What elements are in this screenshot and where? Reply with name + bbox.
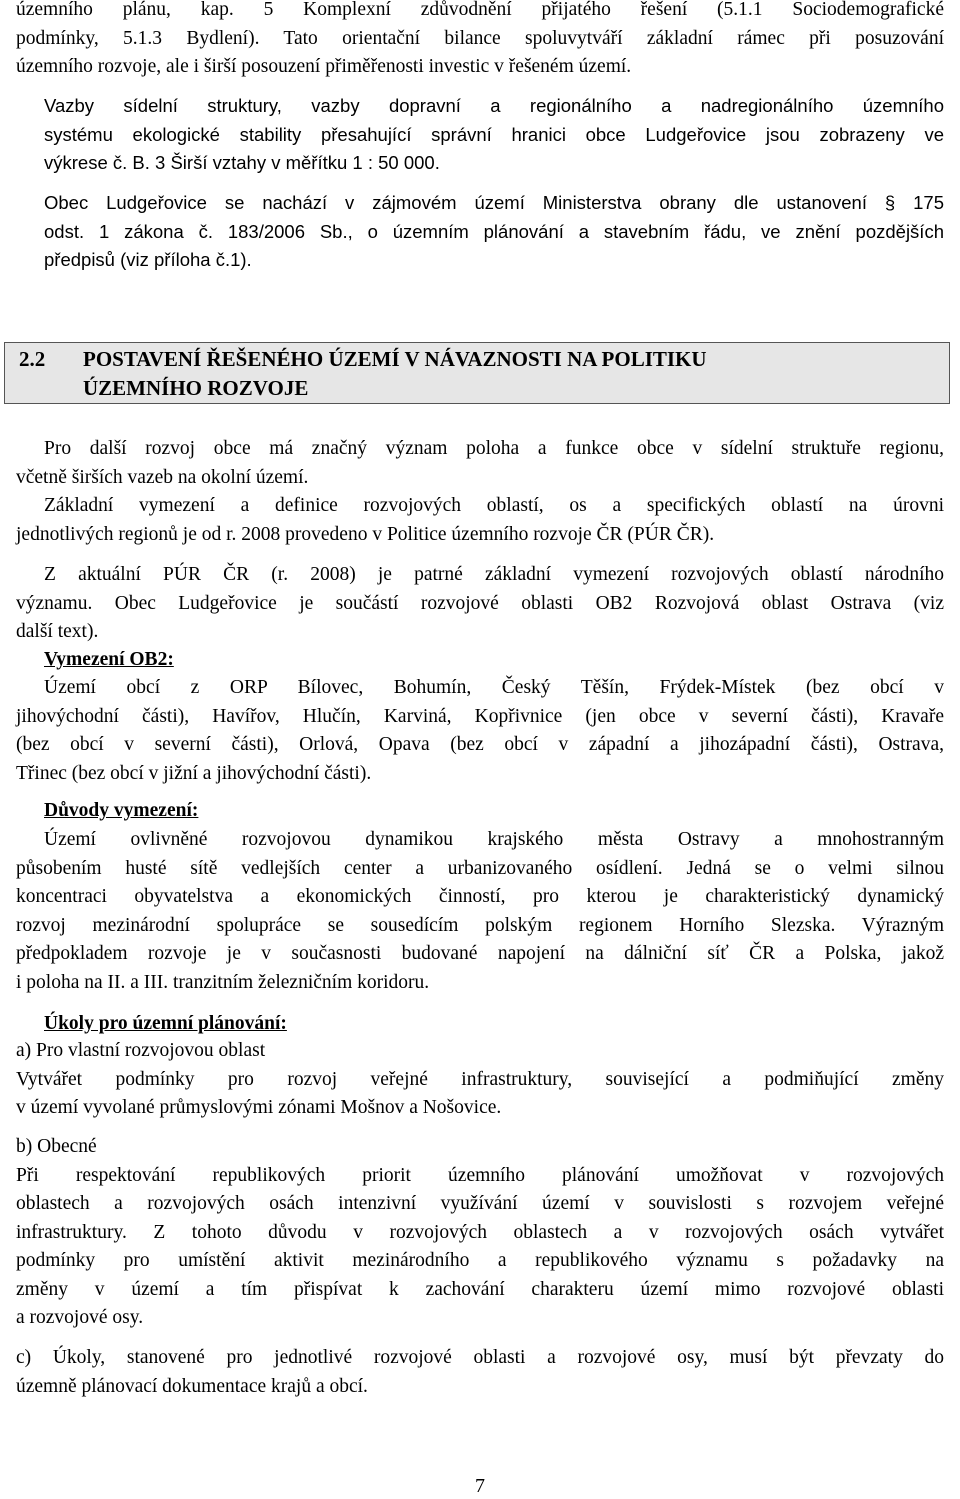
pur-paragraph [44, 561, 944, 590]
text-line: významu. Obec Ludgeřovice je součástí rozvojové oblasti OB2 Rozvojová oblast Ostrava (viz [16, 592, 944, 614]
section-number: 2.2 [19, 347, 46, 371]
text-line: (bez obcí v severní části), Orlová, Opava (bez obcí v západní a jihozápadní části), Ostrava, [16, 734, 944, 755]
text-line: oblastech a rozvojových osách intenzivní využívání území v souvislosti s rozvojem veřejné [16, 1193, 944, 1214]
text-line: územního rozvoje, ale i širší posouzení přiměřenosti investic v řešeném území. [16, 56, 632, 77]
text-line: další text). [16, 621, 99, 642]
text-line: Vazby sídelní struktury, vazby dopravní a regionálního a nadregionálního územního [44, 95, 944, 116]
vymezeni-continuation [16, 703, 944, 789]
text-line: výkrese č. B. 3 Širší vztahy v měřítku 1 : 50 000. [44, 152, 440, 173]
obrana-paragraph [44, 189, 944, 275]
text-line: změny v území a tím přispívat k zachování charakteru území mimo rozvojové oblasti [16, 1278, 944, 1300]
text-line: Vytvářet podmínky pro rozvoj veřejné infrastruktury, související a podmiňující změny [16, 1068, 944, 1090]
intro-paragraph [16, 0, 944, 82]
ukoly-c-paragraph [16, 1344, 944, 1401]
text-line: Základní vymezení a definice rozvojových oblastí, os a specifických oblastí na úrovni [44, 495, 944, 516]
text-line: systému ekologické stability přesahující správní hranici obce Ludgeřovice jsou zobrazeny ve [44, 123, 944, 145]
text-line: infrastruktury. Z tohoto důvodu v rozvojových oblastech a v rozvojových osách vytvářet [16, 1221, 944, 1243]
text-line: jihovýchodní části), Havířov, Hlučín, Karviná, Kopřivnice (jen obce v severní části), Kravaře [16, 705, 944, 727]
zakladni-vymezeni-continuation [16, 521, 944, 550]
text-line: v území vyvolané průmyslovými zónami Mošnov a Nošovice. [16, 1097, 502, 1118]
dalsi-rozvoj-continuation [16, 464, 944, 493]
text-line: Z aktuální PÚR ČR (r. 2008) je patrné základní vymezení rozvojových oblastí národního [44, 564, 944, 585]
dalsi-rozvoj-paragraph [44, 435, 944, 464]
text-line: Území obcí z ORP Bílovec, Bohumín, Český Těšín, Frýdek-Místek (bez obcí v [44, 677, 944, 698]
text-line: Třinec (bez obcí v jižní a jihovýchodní části). [16, 762, 372, 784]
text-line: Při respektování republikových priorit územního plánování umožňovat v rozvojových [16, 1164, 944, 1186]
ukoly-b-paragraph [16, 1133, 944, 1333]
text-line: včetně širších vazeb na okolní území. [16, 466, 309, 488]
text-line: jednotlivých regionů je od r. 2008 provedeno v Politice územního rozvoje ČR (PÚR ČR). [16, 523, 715, 545]
text-line: i poloha na II. a III. tranzitním železničním koridoru. [16, 971, 430, 993]
text-line: územně plánovací dokumentace krajů a obcí. [16, 1375, 368, 1397]
vymezeni-paragraph [44, 674, 944, 703]
duvody-continuation [16, 855, 944, 998]
text-line: předpokladem rozvoje je v současnosti budované napojení na dálniční síť ČR a Polska, jakož [16, 943, 944, 964]
text-line: Území ovlivněné rozvojovou dynamikou krajského města Ostravy a mnohostranným [44, 829, 944, 850]
text-line: působením husté sítě vedlejších center a urbanizovaného osídlení. Jedná se o velmi silnou [16, 857, 944, 879]
text-line: rozvoj mezinárodní spolupráce se sousedícím polským regionem Horního Slezska. Výrazným [16, 914, 944, 936]
section-heading [4, 342, 950, 404]
ukoly-heading: Úkoly pro územní plánování: [44, 1013, 287, 1034]
text-line: a) Pro vlastní rozvojovou oblast [16, 1040, 266, 1061]
text-line: podmínky pro umístění aktivit mezinárodního a republikového významu s požadavky na [16, 1250, 944, 1271]
text-line: územního plánu, kap. 5 Komplexní zdůvodnění přijatého řešení (5.1.1 Sociodemografické [16, 0, 944, 20]
duvody-paragraph [44, 826, 944, 855]
text-line: b) Obecné [16, 1136, 97, 1157]
section-title-line: ÚZEMNÍHO ROZVOJE [83, 376, 309, 400]
text-line: Obec Ludgeřovice se nachází v zájmovém území Ministerstva obrany dle ustanovení § 175 [44, 192, 944, 213]
pur-continuation [16, 590, 944, 647]
zakladni-vymezeni-paragraph [44, 492, 944, 521]
vazby-paragraph [44, 92, 944, 178]
text-line: Pro další rozvoj obce má značný význam poloha a funkce obce v sídelní struktuře regionu, [44, 438, 944, 459]
text-line: koncentraci obyvatelstva a ekonomických činností, pro kterou je charakteristický dynamický [16, 886, 944, 907]
text-line: odst. 1 zákona č. 183/2006 Sb., o územním plánování a stavebním řádu, ve znění pozdějších [44, 220, 944, 242]
text-line: podmínky, 5.1.3 Bydlení). Tato orientační bilance spoluvytváří základní rámec při posuzování [16, 27, 944, 49]
duvody-heading: Důvody vymezení: [44, 800, 199, 821]
text-line: a rozvojové osy. [16, 1307, 144, 1328]
ukoly-a-paragraph [16, 1037, 944, 1123]
text-line: předpisů (viz příloha č.1). [44, 249, 252, 270]
section-title [83, 345, 943, 403]
section-title-line: POSTAVENÍ ŘEŠENÉHO ÚZEMÍ V NÁVAZNOSTI NA POLITIKU [83, 347, 707, 371]
text-line: c) Úkoly, stanovené pro jednotlivé rozvojové oblasti a rozvojové osy, musí být převzaty do [16, 1347, 944, 1368]
page-number: 7 [475, 1475, 485, 1497]
vymezeni-heading: Vymezení OB2: [44, 649, 174, 670]
